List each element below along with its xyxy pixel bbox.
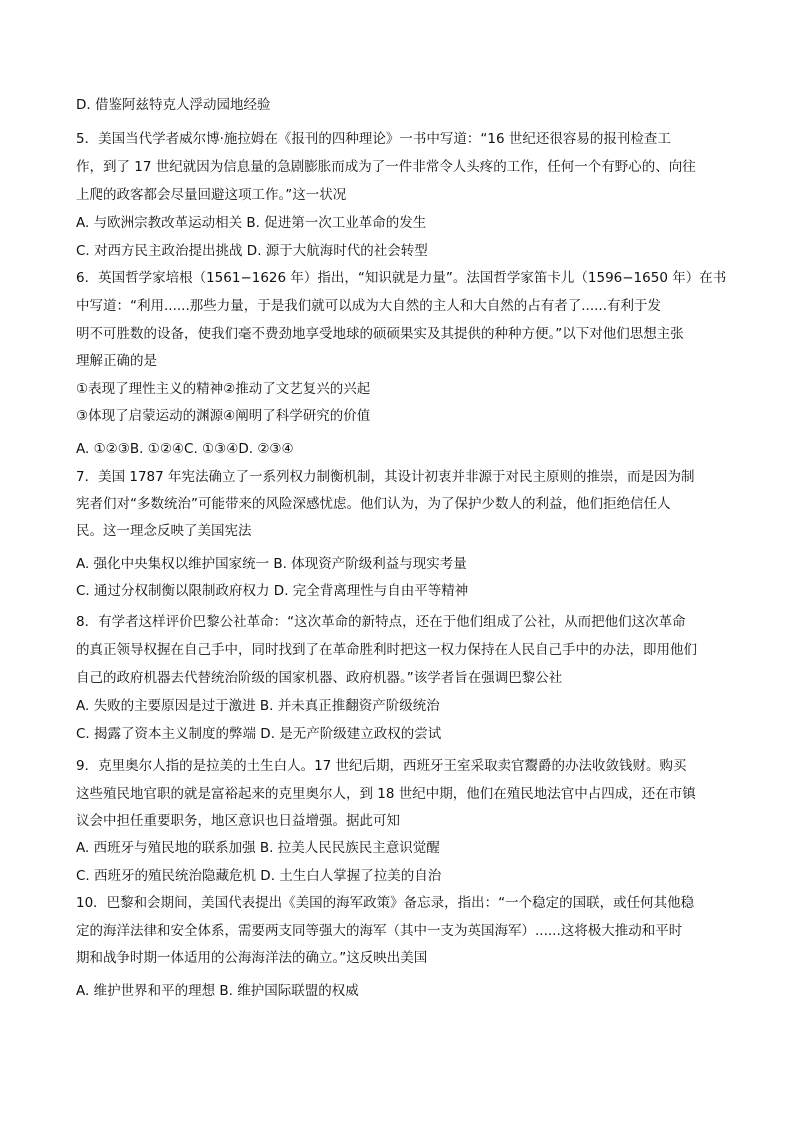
- question-9-options-cd: C. 西班牙的殖民统治隐藏危机 D. 土生白人掌握了拉美的自治: [76, 868, 442, 884]
- question-5-stem: 作，到了 17 世纪就因为信息量的急剧膨胀而成为了一件非常令人头疼的工作，任何一个有野心的、向往: [76, 159, 696, 175]
- question-8-stem: 8．有学者这样评价巴黎公社革命：“这次革命的新特点，还在于他们组成了公社，从而把他们这次革命: [76, 614, 686, 630]
- question-10-stem: 定的海洋法律和安全体系，需要两支同等强大的海军（其中一支为英国海军）......这将极大推动和平时: [76, 923, 683, 939]
- question-5-stem: 5．美国当代学者威尔博·施拉姆在《报刊的四种理论》一书中写道：“16 世纪还很容易的报刊检查工: [76, 131, 671, 147]
- question-8-stem: 自己的政府机器去代替统治阶级的国家机器、政府机器。”该学者旨在强调巴黎公社: [76, 670, 563, 686]
- question-5-stem: 上爬的政客都会尽量回避这项工作。”这一状况: [76, 187, 347, 203]
- question-6-statements: ③体现了启蒙运动的渊源④阐明了科学研究的价值: [76, 408, 371, 424]
- question-8-options-cd: C. 揭露了资本主义制度的弊端 D. 是无产阶级建立政权的尝试: [76, 726, 442, 742]
- question-9-stem: 9．克里奥尔人指的是拉美的土生白人。17 世纪后期，西班牙王室采取卖官鬻爵的办法收敛钱财。购买: [76, 758, 687, 774]
- question-6-stem: 6．英国哲学家培根（1561−1626 年）指出，“知识就是力量”。法国哲学家笛卡儿（1596−1650 年）在书: [76, 270, 727, 286]
- question-6-stem: 明不可胜数的设备，使我们毫不费劲地享受地球的硕硕果实及其提供的种种方便。”以下对他们思想主张: [76, 326, 684, 342]
- question-7-options-ab: A. 强化中央集权以维护国家统一 B. 体现资产阶级利益与现实考量: [76, 556, 467, 572]
- question-9-stem: 这些殖民地官职的就是富裕起来的克里奥尔人，到 18 世纪中期，他们在殖民地法官中占四成，还在市镇: [76, 786, 696, 802]
- option-line-q4-d: D. 借鉴阿兹特克人浮动园地经验: [76, 97, 271, 113]
- question-7-stem: 7．美国 1787 年宪法确立了一系列权力制衡机制，其设计初衷并非源于对民主原则的推崇，而是因为制: [76, 469, 695, 485]
- question-6-statements: ①表现了理性主义的精神②推动了文艺复兴的兴起: [76, 381, 371, 397]
- question-7-options-cd: C. 通过分权制衡以限制政府权力 D. 完全背离理性与自由平等精神: [76, 583, 469, 599]
- question-10-stem: 10．巴黎和会期间，美国代表提出《美国的海军政策》备忘录，指出：“一个稳定的国联，或任何其他稳: [76, 895, 695, 911]
- question-5-options-cd: C. 对西方民主政治提出挑战 D. 源于大航海时代的社会转型: [76, 243, 428, 259]
- question-6-options: A. ①②③B. ①②④C. ①③④D. ②③④: [76, 441, 294, 457]
- question-5-options-ab: A. 与欧洲宗教改革运动相关 B. 促进第一次工业革命的发生: [76, 215, 427, 231]
- question-8-stem: 的真正领导权握在自己手中，同时找到了在革命胜利时把这一权力保持在人民自己手中的办法，即用他们: [76, 642, 697, 658]
- question-6-stem: 中写道：“利用......那些力量，于是我们就可以成为大自然的主人和大自然的占有者了......有利于发: [76, 298, 661, 314]
- question-8-options-ab: A. 失败的主要原因是过于激进 B. 并未真正推翻资产阶级统治: [76, 698, 440, 714]
- question-10-options-ab: A. 维护世界和平的理想 B. 维护国际联盟的权威: [76, 983, 359, 999]
- question-10-stem: 期和战争时期一体适用的公海海洋法的确立。”这反映出美国: [76, 950, 428, 966]
- question-9-stem: 议会中担任重要职务，地区意识也日益增强。据此可知: [76, 813, 400, 829]
- question-7-stem: 民。这一理念反映了美国宪法: [76, 523, 252, 539]
- question-7-stem: 宪者们对“多数统治”可能带来的风险深感忧虑。他们认为，为了保护少数人的利益，他们拒绝信任人: [76, 496, 671, 512]
- question-6-stem: 理解正确的是: [76, 353, 157, 369]
- question-9-options-ab: A. 西班牙与殖民地的联系加强 B. 拉美人民民族民主意识觉醒: [76, 840, 440, 856]
